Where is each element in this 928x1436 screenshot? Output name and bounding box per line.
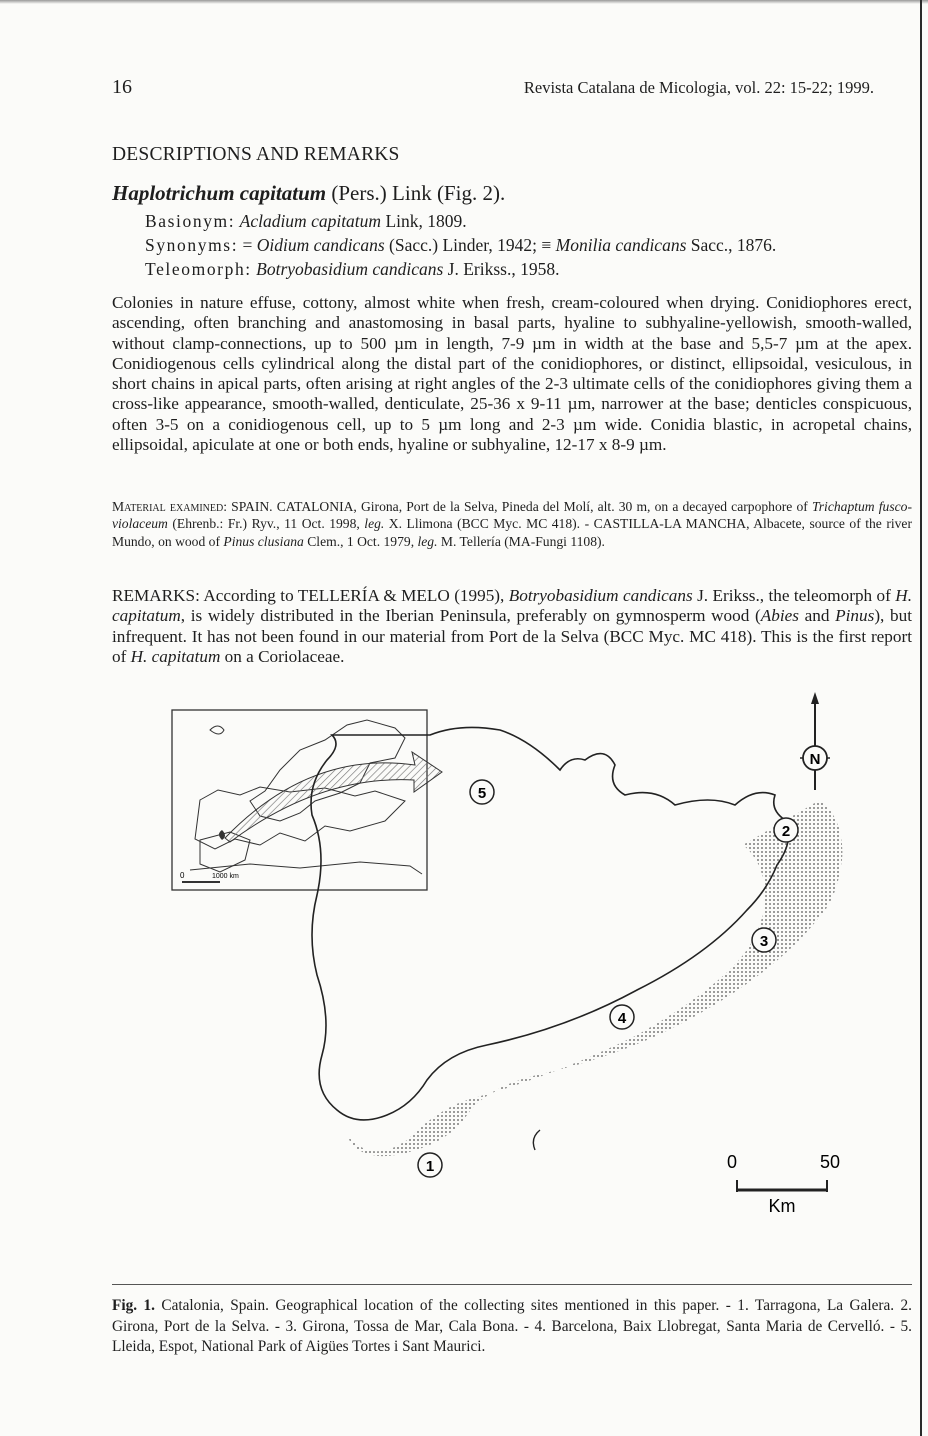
basionym-authority: Link, 1809. [381,211,467,231]
teleomorph-authority: J. Erikss., 1958. [443,259,560,279]
catalonia-map-figure [160,690,880,1280]
site-marker-4 [610,1005,634,1029]
site-marker-2 [774,818,798,842]
site-label-2: 2 [781,823,791,840]
remarks-taxon: H. capitatum [130,646,221,666]
remarks-text: According to TELLERÍA & MELO (1995), [199,586,509,605]
north-arrow [800,692,830,790]
description-paragraph: Colonies in nature effuse, cottony, almost white when fresh, cream-coloured when drying. Conidiophores erect, ascending, often branching and anastomosing in basal parts, hyaline to subhyaline-yellowish, smooth-walled, without clamp-connections, up to 500 µm in length, 7-9 µm in width at the base and 5,5-7 µm at the apex. Conidiogenous cells cylindrical along the distal part of the conidiophores, or distinct, ellipsoidal, vesiculous, in short chains in apical parts, often arising at right angles of the 2-3 ultimate cells of the conidiophores giving them a cross-like appearance, smooth-walled, denticulate, 25-36 x 9-11 µm, narrower at the base; denticles conspicuous, often 3-5 on a conidiogenous cell, up to 5 µm long and 2-3 µm wide. Conidia blastic, in acropetal chains, ellipsoidal, apiculate at one or both ends, hyaline or subhyaline, 12-17 x 8-9 µm. [112,293,912,455]
caption-text: Catalonia, Spain. Geographical location of the collecting sites mentioned in this paper. - 1. Tarragona, La Galera. 2. Girona, Port de la Selva. - 3. Girona, Tossa de Mar, Cala Bona. - 4. Barcelona, Baix Llobregat, Santa Maria de Cervelló. - 5. Lleida, Espot, National Park of Aigües Tortes i Sant Maurici. [112,1297,912,1355]
site-marker-1 [418,1153,442,1177]
page-top-edge [0,0,928,4]
remarks-taxon: Pinus [835,606,875,626]
remarks-taxon: H. capitatum [112,586,913,626]
synonym-authority-1: (Sacc.) Linder, 1942; ≡ [384,235,556,255]
scale-zero-label: 0 [726,1152,738,1172]
material-text: Clem., 1 Oct. 1979, [303,533,418,549]
ebro-delta [533,1130,540,1150]
remarks-text: and [798,606,836,626]
remarks-text: J. Erikss., the teleomorph of [692,586,896,605]
synonym-name-2: Monilia candicans [555,235,687,255]
material-host: Pinus clusiana [223,533,304,549]
remarks-text: ), but infrequent. It has not been found in our material from Port de la Selva (BCC Myc. MC 418). This is the first report of [112,606,912,666]
teleomorph-name: Botryobasidium candicans [256,259,444,279]
remarks-text: , is widely distributed in the Iberian Peninsula, preferably on gymnosperm wood ( [180,606,761,626]
remarks-label: REMARKS: [112,586,200,605]
site-label-5: 5 [477,785,487,802]
material-examined-label: Material examined: [112,499,227,514]
site-marker-3 [752,928,776,952]
teleomorph-label: Teleomorph: [145,259,252,279]
taxon-binomial: Haplotrichum capitatum [112,181,327,205]
material-leg: leg. [364,516,385,532]
synonym-authority-2: Sacc., 1876. [686,235,777,255]
remarks-text: on a Coriolaceae. [220,646,345,666]
synonyms-line [145,235,776,256]
basionym-name: Acladium capitatum [239,211,382,231]
remarks-paragraph [112,586,912,667]
taxon-heading [112,181,505,206]
caption-label: Fig. 1. [112,1297,155,1314]
caption-rule [112,1284,912,1285]
inset-scale-label: 1000 km [212,873,239,880]
site-marker-5 [470,780,494,804]
remarks-taxon: Botryobasidium candicans [508,586,693,605]
material-leg: leg. [417,533,438,549]
figure-caption [112,1296,912,1358]
site-label-4: 4 [617,1010,627,1027]
material-text: X. Llimona (BCC Myc. MC 418). - CASTILLA-LA MANCHA, Albacete, source of the river Mundo, on wood of [112,516,912,549]
remarks-taxon: Abies [760,606,799,626]
material-host: Trichaptum fusco-violaceum [112,499,912,532]
scale-unit-label: Km [768,1196,796,1216]
scale-bar [727,1152,840,1216]
synonym-name-1: Oidium candicans [256,235,385,255]
running-head: Revista Catalana de Micologia, vol. 22: 15-22; 1999. [523,78,874,97]
material-text: M. Tellería (MA-Fungi 1108). [437,533,605,549]
synonyms-label: Synonyms: [145,235,239,255]
material-text: (Ehrenb.: Fr.) Ryv., 11 Oct. 1998, [167,516,365,532]
page-right-edge [920,0,922,1436]
taxon-authority: (Pers.) Link (Fig. 2). [326,181,506,205]
catalonia-map [160,690,880,1280]
basionym-label: Basionym: [145,211,236,231]
section-title: DESCRIPTIONS AND REMARKS [112,144,400,165]
site-label-1: 1 [425,1158,435,1175]
inset-scale-zero: 0 [180,871,185,880]
page-header [112,76,874,99]
synonyms-prefix: = [238,235,257,255]
scale-max-label: 50 [819,1152,841,1172]
basionym-line [145,211,467,232]
north-label: N [809,751,821,768]
material-examined-paragraph [112,498,912,550]
material-text: SPAIN. CATALONIA, Girona, Port de la Selva, Pineda del Molí, alt. 30 m, on a decayed carpophore of [227,499,812,514]
page-number: 16 [112,76,132,98]
site-label-3: 3 [759,933,769,950]
teleomorph-line [145,259,559,280]
